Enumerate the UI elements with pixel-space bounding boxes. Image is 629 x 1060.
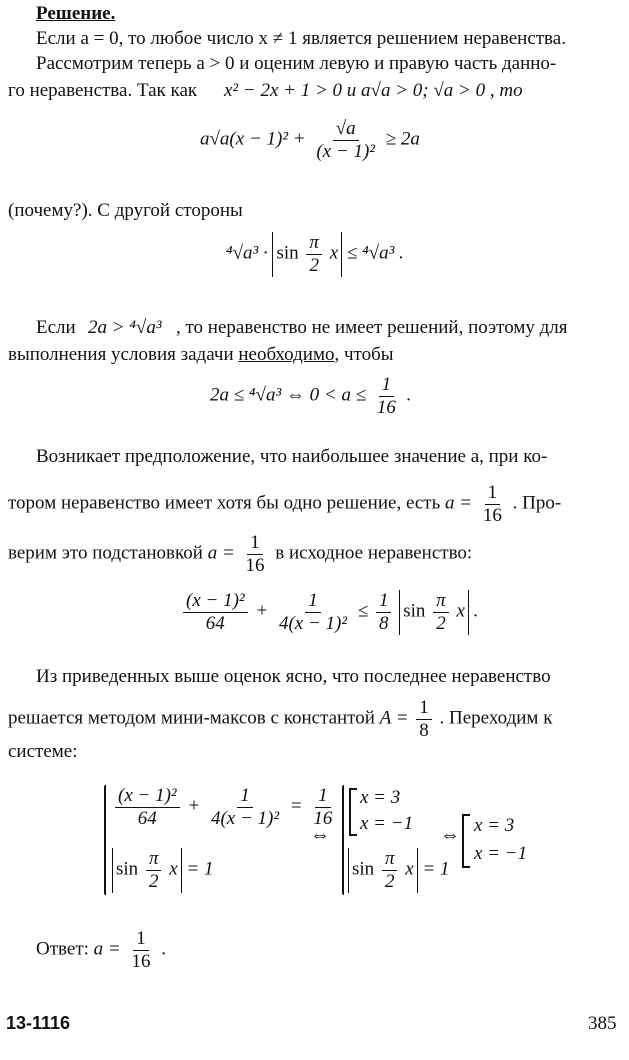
system-middle-line-3 — [348, 848, 449, 893]
formula-3-fraction — [374, 374, 399, 419]
formula-2-pi: π — [306, 232, 322, 255]
paragraph-4-line-2-start: выполнения условия задачи — [8, 344, 239, 365]
system-middle-pi: π — [382, 848, 398, 871]
system-middle-line-2: x = −1 — [360, 813, 414, 834]
paragraph-5-fraction — [480, 482, 505, 527]
system-middle-rhs: = 1 — [422, 858, 450, 880]
paragraph-4-lead: Если — [36, 317, 76, 338]
formula-4-term-3-numerator: 1 — [376, 590, 392, 613]
formula-4-term-2 — [276, 590, 350, 635]
paragraph-6-fraction — [243, 532, 268, 577]
paragraph-5-line-2-end: . Про- — [512, 492, 562, 514]
system-eq1-equals: = — [289, 795, 303, 817]
system-eq1-term-1-numerator: (x − 1)² — [115, 785, 180, 808]
formula-1-left: a√a(x − 1)² + — [200, 128, 306, 150]
system-brace-middle — [342, 785, 344, 895]
formula-2 — [226, 232, 404, 277]
system-equivalence-arrow-1: ⇔ — [310, 824, 330, 846]
formula-3-left: 2a ≤ ⁴√a³ ⇔ 0 < a ≤ — [210, 384, 367, 406]
system-middle-x: x — [405, 858, 414, 880]
answer — [36, 928, 166, 973]
answer-denominator: 16 — [131, 950, 151, 972]
formula-4-le: ≤ — [357, 600, 369, 622]
system-eq2-pi-fraction — [146, 848, 162, 893]
system-middle-sin: sin — [352, 858, 375, 880]
formula-1-fraction — [313, 118, 378, 163]
formula-2-dot: · — [262, 242, 268, 264]
paragraph-7-line-3: системе: — [8, 741, 78, 762]
footer-code: 13-1116 — [6, 1013, 71, 1033]
formula-4-abs-sin — [399, 590, 469, 635]
formula-4-term-1-numerator: (x − 1)² — [183, 590, 248, 613]
formula-4 — [180, 590, 478, 635]
paragraph-5-denominator: 16 — [482, 504, 502, 526]
paragraph-2-line-1: Рассмотрим теперь a > 0 и оценим левую и правую часть данно- — [36, 53, 557, 74]
paragraph-2-line-2: го неравенства. Так как — [8, 80, 198, 101]
system-eq1-plus: + — [187, 795, 201, 817]
system-middle-abs-sin — [348, 848, 418, 893]
paragraph-7-line-2 — [8, 697, 552, 742]
system-equation-2 — [112, 848, 213, 893]
paragraph-7-equation: A = — [379, 707, 409, 729]
formula-4-term-1 — [183, 590, 248, 635]
formula-3 — [210, 374, 411, 419]
formula-4-term-2-numerator: 1 — [305, 590, 321, 613]
system-eq2-sin: sin — [116, 858, 139, 880]
paragraph-6 — [8, 532, 472, 577]
paragraph-4-line-2-end: , чтобы — [334, 344, 394, 365]
paragraph-5-line-2-text: тором неравенство имеет хотя бы одно решение, есть — [8, 492, 441, 514]
formula-4-x: x — [456, 600, 465, 622]
formula-4-pi: π — [433, 590, 449, 613]
formula-4-term-3 — [376, 590, 392, 635]
paragraph-4-line-2 — [8, 343, 394, 367]
formula-2-two: 2 — [309, 254, 319, 276]
formula-4-term-2-denominator: 4(x − 1)² — [278, 612, 348, 634]
paragraph-5-line-2 — [8, 482, 561, 527]
formula-2-abs-sin — [272, 232, 342, 277]
system-eq2-x: x — [169, 858, 178, 880]
formula-3-tail: . — [406, 384, 412, 406]
paragraph-7-denominator: 8 — [419, 719, 429, 741]
formula-1 — [200, 118, 420, 163]
system-eq1-rhs-numerator: 1 — [315, 785, 331, 808]
formula-4-pi-fraction — [433, 590, 449, 635]
answer-equation: a = — [93, 938, 121, 960]
system-eq1-rhs-denominator: 16 — [313, 807, 333, 829]
paragraph-3: (почему?). С другой стороны — [8, 200, 243, 221]
paragraph-5-numerator: 1 — [485, 482, 501, 505]
answer-label: Ответ: — [36, 938, 89, 960]
paragraph-7-line-1: Из приведенных выше оценок ясно, что последнее неравенство — [36, 666, 551, 687]
system-middle-two: 2 — [384, 870, 395, 892]
system-eq1-term-1-denominator: 64 — [137, 807, 157, 829]
formula-4-tail: . — [473, 600, 479, 622]
paragraph-5-equation: a = — [445, 492, 473, 514]
system-middle-pi-fraction — [382, 848, 398, 893]
answer-fraction — [128, 928, 153, 973]
formula-1-numerator: √a — [333, 118, 359, 141]
answer-numerator: 1 — [133, 928, 149, 951]
paragraph-4-expression: 2a > ⁴√a³ — [88, 317, 162, 338]
formula-4-term-3-denominator: 8 — [378, 612, 389, 634]
system-result-line-1: x = 3 — [474, 815, 515, 836]
page-number: 385 — [588, 1013, 617, 1034]
system-eq1-term-2 — [208, 785, 282, 830]
system-equation-1 — [112, 785, 338, 830]
paragraph-6-text: верим это подстановкой — [8, 542, 203, 564]
formula-2-right: ≤ ⁴√a³ . — [346, 242, 404, 264]
paragraph-7-line-2-end: . Переходим к — [439, 707, 553, 729]
formula-3-numerator: 1 — [379, 374, 395, 397]
system-equivalence-arrow-2: ⇔ — [440, 824, 460, 846]
system-eq2-two: 2 — [148, 870, 159, 892]
formula-2-sin: sin — [276, 242, 299, 264]
paragraph-6-numerator: 1 — [247, 532, 263, 555]
system-eq1-term-2-denominator: 4(x − 1)² — [210, 807, 280, 829]
formula-2-root: ⁴√a³ — [226, 242, 259, 264]
system-bracket-result — [462, 814, 470, 868]
formula-4-plus: + — [255, 600, 269, 622]
answer-tail: . — [161, 938, 166, 960]
formula-4-sin: sin — [403, 600, 426, 622]
solution-heading: Решение. — [36, 3, 116, 24]
paragraph-4-underlined-word: необходимо — [238, 344, 335, 365]
paragraph-2-condition: x² − 2x + 1 > 0 и a√a > 0; √a > 0 , то — [224, 80, 523, 101]
paragraph-5-line-1: Возникает предположение, что наибольшее значение a, при ко- — [36, 446, 548, 467]
formula-1-right: ≥ 2a — [385, 128, 420, 150]
system-result-line-2: x = −1 — [474, 843, 528, 864]
paragraph-7-line-2-text: решается методом мини-максов с константой — [8, 707, 375, 729]
system-middle-line-1: x = 3 — [360, 787, 401, 808]
system-bracket-middle — [349, 788, 357, 836]
system-eq2-pi: π — [146, 848, 162, 871]
formula-4-term-1-denominator: 64 — [205, 612, 225, 634]
system-brace-left — [104, 785, 106, 895]
formula-2-x: x — [329, 242, 339, 264]
paragraph-6-end: в исходное неравенство: — [275, 542, 473, 564]
paragraph-6-equation: a = — [207, 542, 235, 564]
paragraph-7-numerator: 1 — [416, 697, 432, 720]
paragraph-4-rest: , то неравенство не имеет решений, поэтому для — [176, 317, 568, 338]
formula-4-two: 2 — [436, 612, 446, 634]
system-eq2-rhs: = 1 — [186, 858, 214, 880]
formula-1-denominator: (x − 1)² — [316, 140, 375, 162]
system-eq1-term-1 — [115, 785, 180, 830]
system-eq2-abs-sin — [112, 848, 182, 893]
paragraph-1: Если a = 0, то любое число x ≠ 1 является решением неравенства. — [36, 28, 566, 49]
paragraph-7-fraction — [416, 697, 432, 742]
paragraph-6-denominator: 16 — [245, 554, 265, 576]
formula-3-denominator: 16 — [376, 396, 396, 418]
system-eq1-term-2-numerator: 1 — [237, 785, 253, 808]
formula-2-pi-fraction — [306, 232, 322, 277]
